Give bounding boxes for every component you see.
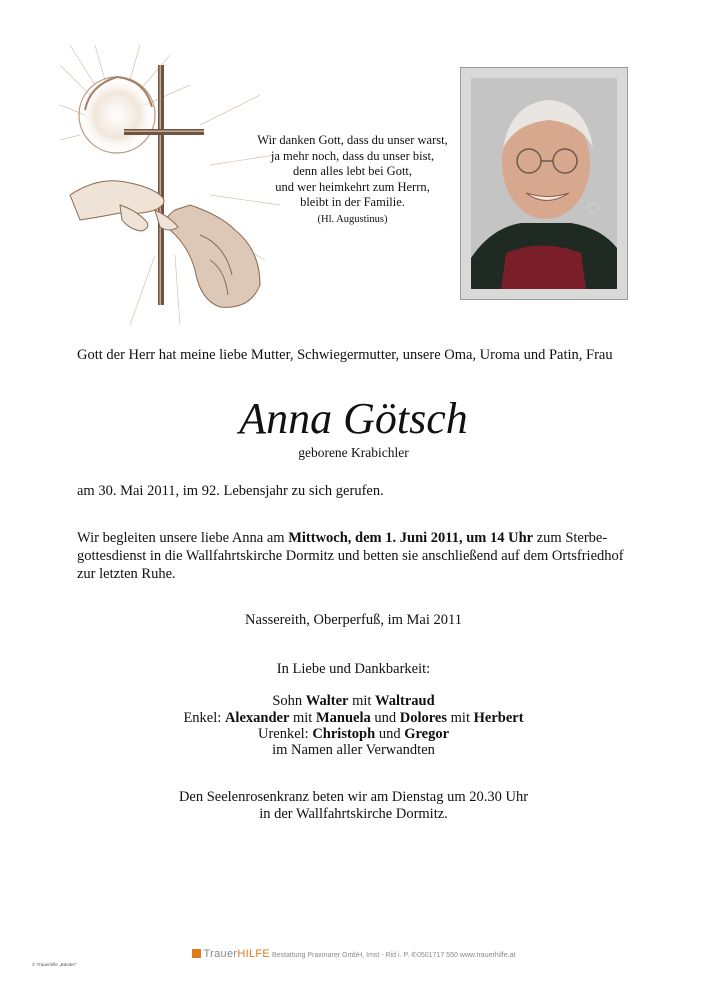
rosary-line-1: Den Seelenrosenkranz beten wir am Dienstag um 20.30 Uhr bbox=[178, 789, 529, 805]
family-line-relatives: im Namen aller Verwandten bbox=[272, 742, 435, 758]
death-notice: am 30. Mai 2011, im 92. Lebensjahr zu sich gerufen. bbox=[77, 483, 384, 499]
text-span: Enkel: bbox=[183, 710, 225, 726]
portrait-image bbox=[471, 78, 617, 289]
portrait-photo bbox=[471, 78, 617, 289]
family-line-son bbox=[0, 692, 707, 710]
text-span: mit bbox=[348, 693, 376, 709]
quote-line: denn alles lebt bei Gott, bbox=[292, 164, 413, 178]
quote-line: bleibt in der Familie. bbox=[300, 195, 405, 209]
copyright-note: © Trauerhilfe „Bänder“ bbox=[32, 962, 77, 967]
family-name: Herbert bbox=[473, 710, 524, 726]
rosary-line-2: in der Wallfahrtskirche Dormitz. bbox=[259, 806, 448, 822]
memorial-quote bbox=[230, 133, 475, 227]
service-line-2: gottesdienst in die Wallfahrtskirche Dormitz und betten sie anschließend auf dem Ortsfriedhof bbox=[77, 548, 624, 564]
family-name: Manuela bbox=[315, 710, 371, 726]
quote-line: ja mehr noch, dass du unser bist, bbox=[270, 148, 435, 163]
quote-line: Wir danken Gott, dass du unser warst, bbox=[257, 133, 448, 147]
text-span: und bbox=[370, 710, 400, 726]
intro-text: Gott der Herr hat meine liebe Mutter, Schwiegermutter, unsere Oma, Uroma und Patin, Frau bbox=[77, 347, 613, 363]
family-name: Walter bbox=[305, 693, 349, 709]
footer bbox=[0, 948, 707, 960]
trauerhilfe-logo-icon bbox=[192, 949, 201, 958]
family-name: Alexander bbox=[224, 710, 290, 726]
text-span: zum Sterbe- bbox=[533, 530, 608, 546]
text-span: und bbox=[375, 726, 405, 742]
text-span: mit bbox=[289, 710, 316, 726]
footer-info: Bestattung Praxmarer GmbH, Imst - Rid i. P. ✆0501717 550 www.trauerhilfe.at bbox=[270, 952, 516, 959]
deceased-name: Anna Götsch bbox=[239, 394, 468, 443]
text-span: Urenkel: bbox=[257, 726, 313, 742]
portrait-frame bbox=[460, 67, 628, 300]
maiden-name: geborene Krabichler bbox=[298, 445, 409, 460]
quote-source: (Hl. Augustinus) bbox=[317, 213, 388, 225]
service-date: Mittwoch, dem 1. Juni 2011, um 14 Uhr bbox=[288, 530, 534, 546]
service-line-1 bbox=[77, 529, 637, 547]
text-span: mit bbox=[447, 710, 474, 726]
thanks-heading: In Liebe und Dankbarkeit: bbox=[276, 661, 431, 677]
family-name: Dolores bbox=[399, 710, 448, 726]
brand-part: HILFE bbox=[237, 948, 271, 960]
place-date: Nassereith, Oberperfuß, im Mai 2011 bbox=[245, 612, 462, 628]
text-span: Sohn bbox=[272, 693, 306, 709]
family-name: Christoph bbox=[312, 726, 376, 742]
text-span: Wir begleiten unsere liebe Anna am bbox=[77, 530, 289, 546]
quote-line: und wer heimkehrt zum Herrn, bbox=[275, 179, 430, 194]
family-name: Waltraud bbox=[375, 693, 435, 709]
footer-brand bbox=[204, 948, 270, 960]
family-name: Gregor bbox=[404, 726, 450, 742]
service-line-3: zur letzten Ruhe. bbox=[77, 566, 176, 582]
brand-part: Trauer bbox=[203, 948, 238, 960]
